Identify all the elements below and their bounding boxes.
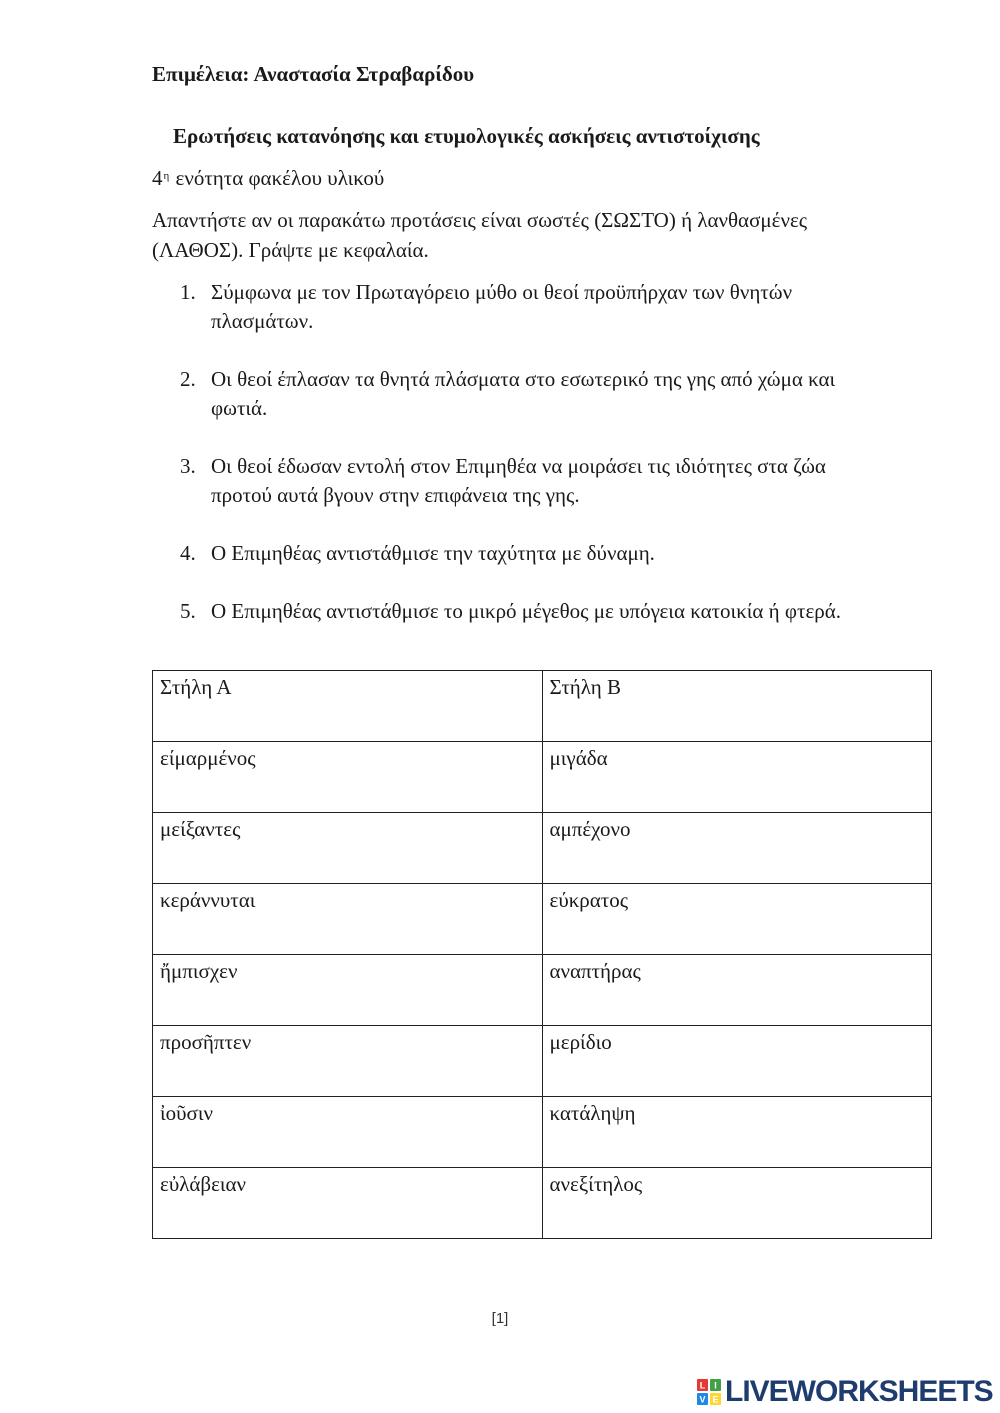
table-row (153, 1097, 932, 1168)
column-b-cell: μιγάδα (542, 742, 932, 813)
question-number: 3. (180, 454, 196, 478)
column-a-header: Στήλη Α (153, 671, 543, 742)
question-text: Σύμφωνα με τον Πρωταγόρειο μύθο οι θεοί προϋπήρχαν των θνητών πλασμάτων. (211, 280, 793, 333)
liveworksheets-text: LIVEWORKSHEETS (725, 1375, 993, 1408)
unit-line (152, 164, 384, 192)
question-list (180, 278, 860, 655)
question-item (180, 452, 860, 510)
question-item (180, 278, 860, 336)
column-a-cell: κεράννυται (153, 884, 543, 955)
column-a-cell: προσῆπτεν (153, 1026, 543, 1097)
table-row (153, 742, 932, 813)
question-number: 1. (180, 280, 196, 304)
unit-text: ενότητα φακέλου υλικού (175, 166, 385, 190)
table-row (153, 884, 932, 955)
svg-text:I: I (714, 1380, 717, 1391)
unit-number: 4 (152, 166, 163, 190)
matching-table (152, 670, 932, 1239)
table-row (153, 813, 932, 884)
column-b-cell: εύκρατος (542, 884, 932, 955)
svg-text:V: V (699, 1394, 706, 1405)
column-b-cell: αναπτήρας (542, 955, 932, 1026)
table-row (153, 1026, 932, 1097)
liveworksheets-mark-icon (697, 1379, 721, 1405)
column-b-cell: κατάληψη (542, 1097, 932, 1168)
liveworksheets-logo[interactable] (697, 1374, 993, 1410)
column-b-cell: μερίδιο (542, 1026, 932, 1097)
table-row (153, 955, 932, 1026)
instructions: Απαντήστε αν οι παρακάτω προτάσεις είναι σωστές (ΣΩΣΤΟ) ή λανθασμένες (ΛΑΘΟΣ). Γράψτε με κεφαλαία. (152, 208, 808, 262)
column-a-cell: μείξαντες (153, 813, 543, 884)
question-item (180, 597, 860, 626)
column-b-cell: ανεξίτηλος (542, 1168, 932, 1239)
table-header-row (153, 671, 932, 742)
column-a-cell: είμαρμένος (153, 742, 543, 813)
question-number: 5. (180, 599, 196, 623)
column-b-cell: αμπέχονο (542, 813, 932, 884)
page-title: Ερωτήσεις κατανόησης και ετυμολογικές ασκήσεις αντιστοίχισης (173, 124, 760, 148)
question-number: 4. (180, 541, 196, 565)
question-text: Οι θεοί έδωσαν εντολή στον Επιμηθέα να μοιράσει τις ιδιότητες στα ζώα προτού αυτά βγουν στην επιφάνεια της γης. (211, 454, 826, 507)
question-item (180, 539, 860, 568)
table-row (153, 1168, 932, 1239)
column-b-header: Στήλη Β (542, 671, 932, 742)
svg-text:E: E (712, 1394, 719, 1405)
author-line: Επιμέλεια: Αναστασία Στραβαρίδου (152, 62, 475, 86)
unit-superscript: η (163, 170, 170, 182)
page-number: [1] (491, 1310, 509, 1327)
question-text: Ο Επιμηθέας αντιστάθμισε το μικρό μέγεθος με υπόγεια κατοικία ή φτερά. (211, 599, 842, 623)
svg-text:L: L (699, 1380, 706, 1391)
column-a-cell: ἤμπισχεν (153, 955, 543, 1026)
question-item (180, 365, 860, 423)
question-text: Ο Επιμηθέας αντιστάθμισε την ταχύτητα με δύναμη. (211, 541, 655, 565)
question-number: 2. (180, 367, 196, 391)
question-text: Οι θεοί έπλασαν τα θνητά πλάσματα στο εσωτερικό της γης από χώμα και φωτιά. (211, 367, 836, 420)
column-a-cell: ἰοῦσιν (153, 1097, 543, 1168)
column-a-cell: εὐλάβειαν (153, 1168, 543, 1239)
